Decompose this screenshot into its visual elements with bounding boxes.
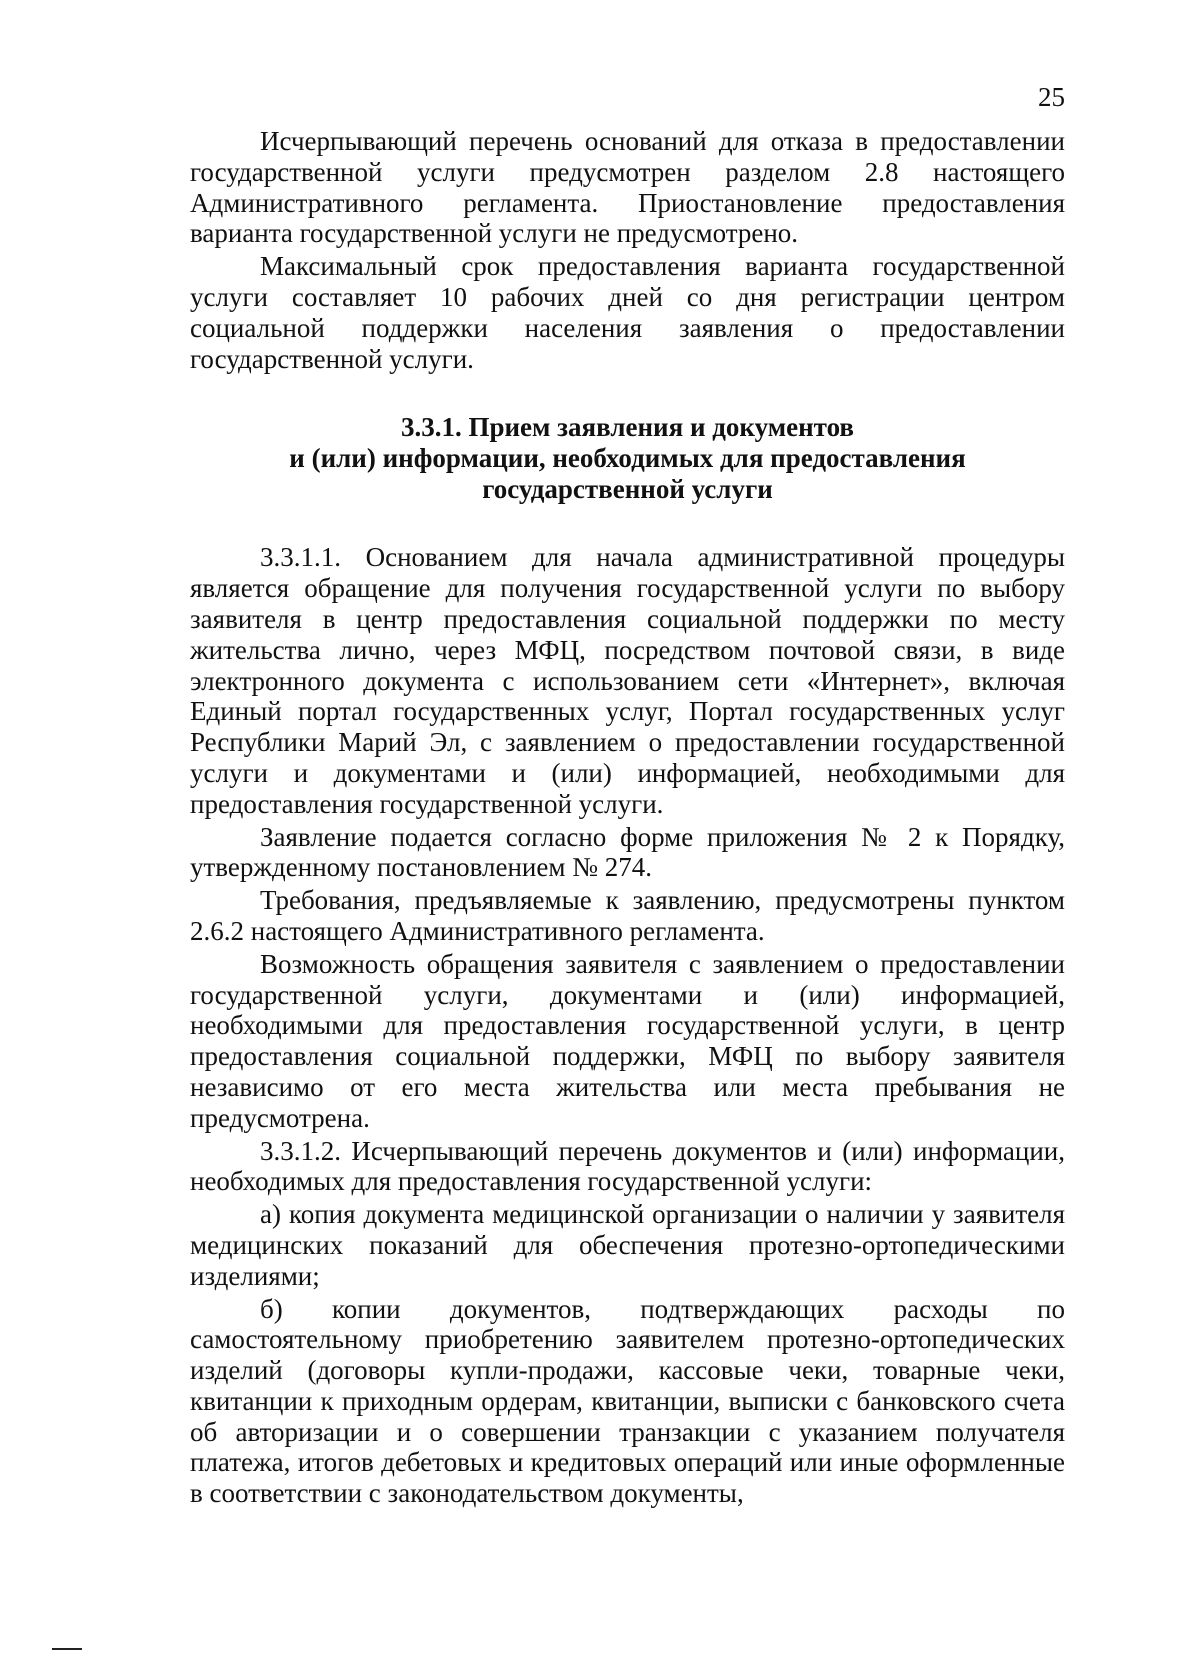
paragraph-3-3-1-2: 3.3.1.2. Исчерпывающий перечень документов и (или) информации, необходимых для предоставления государственной услуги: [190, 1135, 1065, 1197]
paragraph-application-form: Заявление подается согласно форме приложения № 2 к Порядку, утвержденному постановлением № 274. [190, 821, 1065, 883]
paragraph-application-requirements: Требования, предъявляемые к заявлению, предусмотрены пунктом 2.6.2 настоящего Административного регламента. [190, 885, 1065, 946]
section-heading-line: государственной услуги [482, 474, 773, 505]
paragraph-extraterritorial: Возможность обращения заявителя с заявлением о предоставлении государственной услуги, документами и (или) информацией, необходимыми для предоставления государственной услуги, в центр предоставления социальной поддержки, МФЦ по выбору заявителя независимо от его места жительства или места пребывания не предусмотрена. [190, 948, 1065, 1133]
paragraph-3-3-1-1: 3.3.1.1. Основанием для начала административной процедуры является обращение для получения государственной услуги по выбору заявителя в центр предоставления социальной поддержки по месту жительства лично, через МФЦ, посредством почтовой связи, в виде электронного документа с использованием сети «Интернет», включая Единый портал государственных услуг, Портал государственных услуг Республики Марий Эл, с заявлением о предоставлении государственной услуги и документами и (или) информацией, необходимыми для предоставления государственной услуги. [190, 542, 1065, 819]
section-heading-line: 3.3.1. Прием заявления и документов [400, 412, 854, 443]
page-number: 25 [1038, 82, 1065, 112]
paragraph-refusal-grounds: Исчерпывающий перечень оснований для отказа в предоставлении государственной услуги предусмотрен разделом 2.8 настоящего Административного регламента. Приостановление предоставления варианта государственной услуги не предусмотрено. [190, 126, 1065, 249]
document-body [190, 126, 1065, 1511]
section-heading [190, 412, 1065, 505]
section-heading-line: и (или) информации, необходимых для предоставления [289, 443, 966, 474]
paragraph-max-term: Максимальный срок предоставления варианта государственной услуги составляет 10 рабочих дней со дня регистрации центром социальной поддержки населения заявления о предоставлении государственной услуги. [190, 251, 1065, 374]
list-item-a: а) копия документа медицинской организации о наличии у заявителя медицинских показаний для обеспечения протезно-ортопедическими изделиями; [190, 1199, 1065, 1291]
scan-mark [52, 1648, 82, 1650]
list-item-b: б) копии документов, подтверждающих расходы по самостоятельному приобретению заявителем протезно-ортопедических изделий (договоры купли-продажи, кассовые чеки, товарные чеки, квитанции к приходным ордерам, квитанции, выписки с банковского счета об авторизации и о совершении транзакции с указанием получателя платежа, итогов дебетовых и кредитовых операций или иные оформленные в соответствии с законодательством документы, [190, 1293, 1065, 1509]
